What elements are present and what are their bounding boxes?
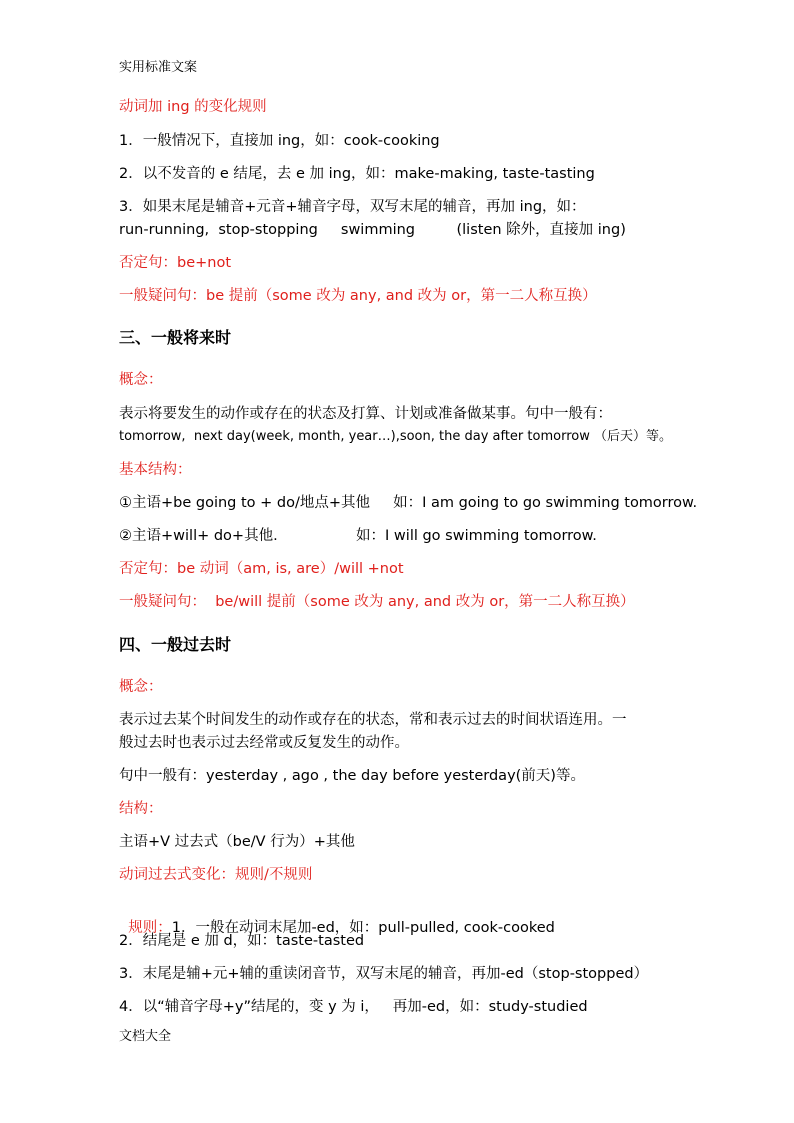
heading-past-tense: 四、一般过去时 xyxy=(119,635,232,654)
label-past-form-change: 动词过去式变化：规则/不规则 xyxy=(119,867,313,883)
text-line: 2．以不发音的 e 结尾，去 e 加 ing，如：make-making, taste-tasting xyxy=(119,166,595,182)
section-title-ing: 动词加 ing 的变化规则 xyxy=(119,99,267,115)
page-header: 实用标准文案 xyxy=(119,60,198,75)
question-rule: 一般疑问句：be 提前（some 改为 any, and 改为 or，第一二人称互换） xyxy=(119,288,597,304)
text-line: 主语+V 过去式（be/V 行为）+其他 xyxy=(119,834,355,850)
label-structure: 结构： xyxy=(119,801,163,817)
text-line: 3．末尾是辅+元+辅的重读闭音节，双写末尾的辅音，再加-ed（stop-stopped） xyxy=(119,966,649,982)
text-line: ①主语+be going to + do/地点+其他 如：I am going to go swimming tomorrow. xyxy=(119,495,698,511)
label-concept: 概念： xyxy=(119,679,163,695)
label-rule: 规则： xyxy=(128,920,172,936)
rule-1-text: 1．一般在动词末尾加-ed，如：pull-pulled, cook-cooked xyxy=(171,920,555,936)
negative-rule: 否定句：be+not xyxy=(119,255,232,271)
heading-future-tense: 三、一般将来时 xyxy=(119,328,232,347)
page-footer: 文档大全 xyxy=(119,1029,172,1044)
question-rule: 一般疑问句： be/will 提前（some 改为 any, and 改为 or，第一二人称互换） xyxy=(119,594,635,610)
negative-rule: 否定句：be 动词（am, is, are）/will +not xyxy=(119,561,404,577)
text-line: 表示将要发生的动作或存在的状态及打算、计划或准备做某事。句中一般有： xyxy=(119,406,612,422)
text-line: tomorrow, next day(week, month, year…),soon, the day after tomorrow （后天）等。 xyxy=(119,429,672,444)
text-line: 4．以“辅音字母+y”结尾的，变 y 为 i， 再加-ed，如：study-studied xyxy=(119,999,588,1015)
text-line: run-running, stop-stopping swimming (listen 除外，直接加 ing) xyxy=(119,222,626,238)
text-line: 1．一般情况下，直接加 ing，如：cook-cooking xyxy=(119,133,440,149)
text-line: ②主语+will+ do+其他. 如：I will go swimming tomorrow. xyxy=(119,528,597,544)
text-line: 3．如果末尾是辅音+元音+辅音字母，双写末尾的辅音，再加 ing，如： xyxy=(119,199,586,215)
label-concept: 概念： xyxy=(119,372,163,388)
label-structure: 基本结构： xyxy=(119,462,192,478)
text-line: 般过去时也表示过去经常或反复发生的动作。 xyxy=(119,735,409,751)
text-line: 表示过去某个时间发生的动作或存在的状态，常和表示过去的时间状语连用。一 xyxy=(119,712,627,728)
text-line: 句中一般有：yesterday , ago , the day before yesterday(前天)等。 xyxy=(119,768,585,784)
text-line: 2．结尾是 e 加 d，如：taste-tasted xyxy=(119,933,365,949)
